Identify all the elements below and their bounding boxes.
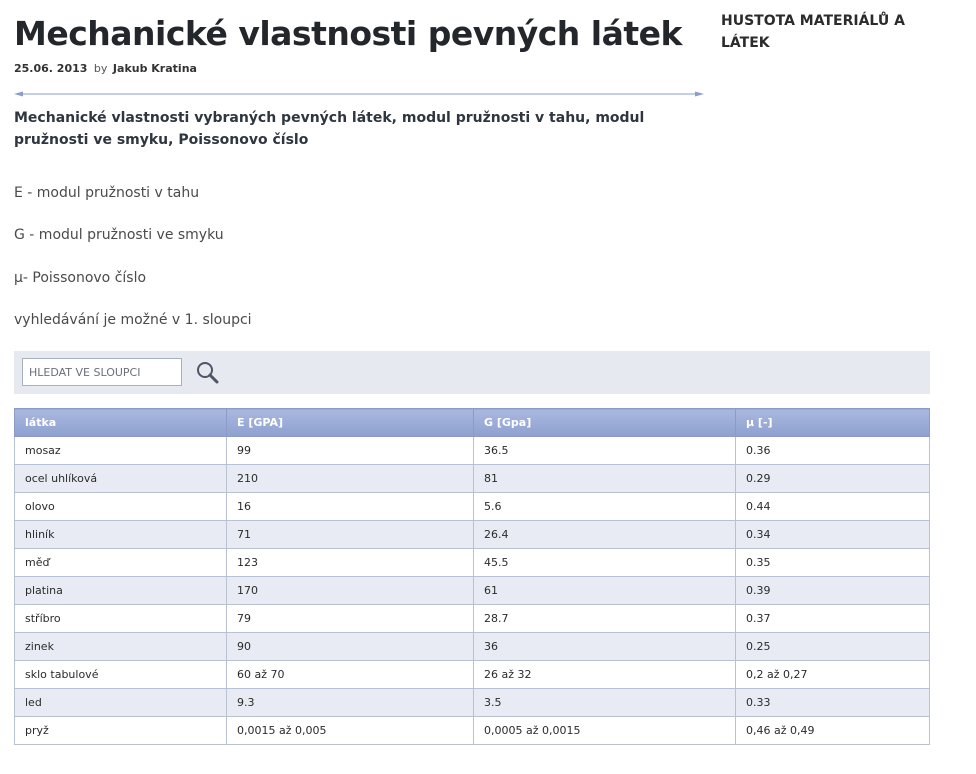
cell-g: 3.5 bbox=[474, 689, 736, 717]
cell-e: 79 bbox=[227, 605, 474, 633]
page-title: Mechanické vlastnosti pevných látek bbox=[14, 14, 682, 53]
table-row bbox=[15, 521, 930, 549]
article bbox=[14, 10, 704, 328]
cell-material: hliník bbox=[15, 521, 227, 549]
cell-g: 26.4 bbox=[474, 521, 736, 549]
definition-e: E - modul pružnosti v tahu bbox=[14, 185, 200, 201]
table-row bbox=[15, 717, 930, 745]
table-row bbox=[15, 437, 930, 465]
cell-material: pryž bbox=[15, 717, 227, 745]
post-author[interactable]: Jakub Kratina bbox=[112, 62, 197, 75]
cell-g: 81 bbox=[474, 465, 736, 493]
cell-material: ocel uhlíková bbox=[15, 465, 227, 493]
table-row bbox=[15, 549, 930, 577]
search-icon bbox=[194, 359, 222, 387]
table-row bbox=[15, 605, 930, 633]
definition-mu: μ- Poissonovo číslo bbox=[14, 270, 147, 286]
column-search-bar bbox=[14, 351, 930, 394]
cell-e: 170 bbox=[227, 577, 474, 605]
cell-e: 0,0015 až 0,005 bbox=[227, 717, 474, 745]
table-row bbox=[15, 689, 930, 717]
column-header-e[interactable]: E [GPA] bbox=[227, 409, 474, 437]
cell-e: 9.3 bbox=[227, 689, 474, 717]
column-header-g[interactable]: G [Gpa] bbox=[474, 409, 736, 437]
cell-g: 61 bbox=[474, 577, 736, 605]
cell-g: 45.5 bbox=[474, 549, 736, 577]
cell-g: 36 bbox=[474, 633, 736, 661]
cell-material: zinek bbox=[15, 633, 227, 661]
cell-e: 60 až 70 bbox=[227, 661, 474, 689]
table-row bbox=[15, 661, 930, 689]
cell-mu: 0.34 bbox=[736, 521, 930, 549]
cell-material: stříbro bbox=[15, 605, 227, 633]
cell-mu: 0,2 až 0,27 bbox=[736, 661, 930, 689]
cell-mu: 0,46 až 0,49 bbox=[736, 717, 930, 745]
cell-e: 99 bbox=[227, 437, 474, 465]
cell-g: 26 až 32 bbox=[474, 661, 736, 689]
cell-material: měď bbox=[15, 549, 227, 577]
table-row bbox=[15, 633, 930, 661]
sidebar-heading-link[interactable]: HUSTOTA MATERIÁLŮ A LÁTEK bbox=[721, 13, 905, 51]
table-row bbox=[15, 493, 930, 521]
cell-material: platina bbox=[15, 577, 227, 605]
search-hint: vyhledávání je možné v 1. sloupci bbox=[14, 312, 252, 328]
cell-mu: 0.39 bbox=[736, 577, 930, 605]
definition-g: G - modul pružnosti ve smyku bbox=[14, 227, 224, 243]
cell-mu: 0.29 bbox=[736, 465, 930, 493]
cell-mu: 0.25 bbox=[736, 633, 930, 661]
cell-material: sklo tabulové bbox=[15, 661, 227, 689]
post-date: 25.06. 2013 bbox=[14, 62, 88, 75]
cell-material: mosaz bbox=[15, 437, 227, 465]
cell-g: 28.7 bbox=[474, 605, 736, 633]
arrow-divider bbox=[14, 91, 704, 97]
column-header-mu[interactable]: μ [-] bbox=[736, 409, 930, 437]
column-header-material[interactable]: látka bbox=[15, 409, 227, 437]
cell-e: 123 bbox=[227, 549, 474, 577]
table-header-row bbox=[15, 409, 930, 437]
cell-material: led bbox=[15, 689, 227, 717]
cell-mu: 0.36 bbox=[736, 437, 930, 465]
cell-mu: 0.37 bbox=[736, 605, 930, 633]
post-by-label: by bbox=[93, 62, 108, 75]
cell-e: 71 bbox=[227, 521, 474, 549]
cell-g: 36.5 bbox=[474, 437, 736, 465]
cell-e: 90 bbox=[227, 633, 474, 661]
cell-mu: 0.44 bbox=[736, 493, 930, 521]
table-row bbox=[15, 577, 930, 605]
cell-mu: 0.35 bbox=[736, 549, 930, 577]
cell-g: 5.6 bbox=[474, 493, 736, 521]
cell-e: 210 bbox=[227, 465, 474, 493]
materials-table bbox=[14, 408, 930, 745]
table-row bbox=[15, 465, 930, 493]
cell-e: 16 bbox=[227, 493, 474, 521]
cell-mu: 0.33 bbox=[736, 689, 930, 717]
post-meta bbox=[14, 62, 704, 76]
search-button[interactable] bbox=[194, 359, 222, 387]
cell-material: olovo bbox=[15, 493, 227, 521]
column-search-input[interactable] bbox=[22, 358, 182, 386]
cell-g: 0,0005 až 0,0015 bbox=[474, 717, 736, 745]
article-subtitle: Mechanické vlastnosti vybraných pevných látek, modul pružnosti v tahu, modul pružnosti ve smyku, Poissonovo číslo bbox=[14, 110, 645, 148]
